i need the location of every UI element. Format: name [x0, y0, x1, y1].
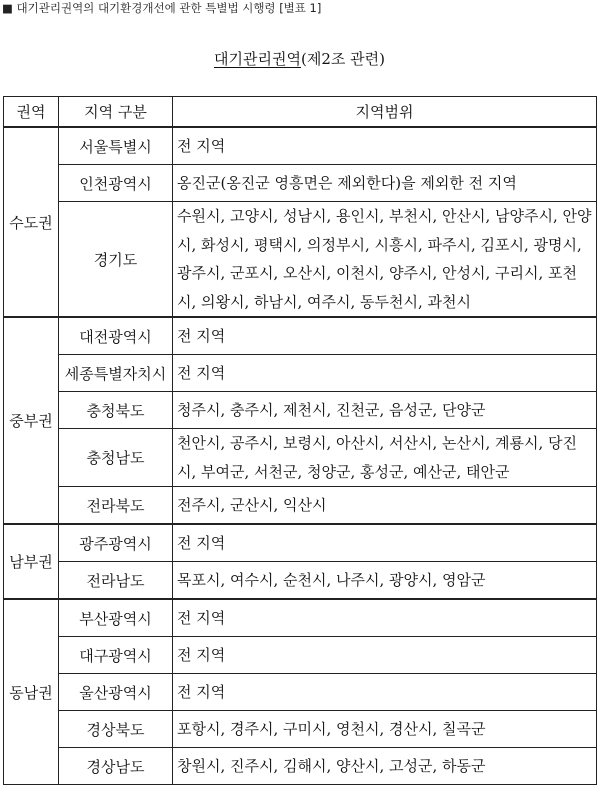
- area-cell: 전라남도: [59, 562, 173, 600]
- scope-cell: 청주시, 충주시, 제천시, 진천군, 음성군, 단양군: [173, 392, 597, 429]
- table-row: [4, 487, 597, 525]
- scope-cell: 전 지역: [173, 355, 597, 392]
- area-cell: 경기도: [59, 202, 173, 318]
- column-header: 지역 구분: [59, 97, 173, 128]
- area-cell: 충청북도: [59, 392, 173, 429]
- area-cell: 부산광역시: [59, 599, 173, 637]
- scope-cell: 목포시, 여수시, 순천시, 나주시, 광양시, 영암군: [173, 562, 597, 600]
- scope-cell: 전주시, 군산시, 익산시: [173, 487, 597, 525]
- table-row: [4, 637, 597, 674]
- table-row: [4, 317, 597, 355]
- table-row: [4, 524, 597, 562]
- scope-cell: 천안시, 공주시, 보령시, 아산시, 서산시, 논산시, 계룡시, 당진시, 부여군, 서천군, 청양군, 홍성군, 예산군, 태안군: [173, 429, 597, 487]
- area-cell: 충청남도: [59, 429, 173, 487]
- scope-cell: 전 지역: [173, 599, 597, 637]
- area-cell: 대구광역시: [59, 637, 173, 674]
- table-row: [4, 355, 597, 392]
- air-quality-zones-table: [3, 96, 597, 785]
- region-cell: 동남권: [4, 599, 59, 785]
- table-row: [4, 748, 597, 785]
- scope-cell: 전 지역: [173, 127, 597, 165]
- area-cell: 광주광역시: [59, 524, 173, 562]
- area-cell: 경상남도: [59, 748, 173, 785]
- area-cell: 전라북도: [59, 487, 173, 525]
- area-cell: 경상북도: [59, 711, 173, 748]
- table-body: [4, 127, 597, 785]
- area-cell: 울산광역시: [59, 674, 173, 711]
- table-header-row: [4, 97, 597, 128]
- table-row: [4, 165, 597, 202]
- area-cell: 서울특별시: [59, 127, 173, 165]
- scope-cell: 창원시, 진주시, 김해시, 양산시, 고성군, 하동군: [173, 748, 597, 785]
- table-row: [4, 711, 597, 748]
- document-header-note: ■ 대기관리권역의 대기환경개선에 관한 특별법 시행령 [별표 1]: [2, 1, 322, 15]
- scope-cell: 수원시, 고양시, 성남시, 용인시, 부천시, 안산시, 남양주시, 안양시, 화성시, 평택시, 의정부시, 시흥시, 파주시, 김포시, 광명시, 광주시, 군포시, 오산시, 이천시, 양주시, 안성시, 구리시, 포천시, 의왕시, 하남시, 여주시, 동두천시, 과천시: [173, 202, 597, 318]
- table-row: [4, 599, 597, 637]
- table-row: [4, 127, 597, 165]
- column-header: 지역범위: [173, 97, 597, 128]
- region-cell: 중부권: [4, 317, 59, 524]
- table-row: [4, 429, 597, 487]
- area-cell: 대전광역시: [59, 317, 173, 355]
- scope-cell: 전 지역: [173, 524, 597, 562]
- area-cell: 세종특별자치시: [59, 355, 173, 392]
- table-row: [4, 674, 597, 711]
- region-cell: 수도권: [4, 127, 59, 317]
- column-header: 권역: [4, 97, 59, 128]
- region-cell: 남부권: [4, 524, 59, 599]
- scope-cell: 옹진군(옹진군 영흥면은 제외한다)을 제외한 전 지역: [173, 165, 597, 202]
- table-row: [4, 392, 597, 429]
- scope-cell: 포항시, 경주시, 구미시, 영천시, 경산시, 칠곡군: [173, 711, 597, 748]
- table-row: [4, 562, 597, 600]
- page-title: [0, 48, 599, 69]
- scope-cell: 전 지역: [173, 674, 597, 711]
- scope-cell: 전 지역: [173, 317, 597, 355]
- title-main: 대기관리권역: [214, 50, 301, 68]
- title-suffix: (제2조 관련): [300, 50, 385, 68]
- table-row: [4, 202, 597, 318]
- scope-cell: 전 지역: [173, 637, 597, 674]
- area-cell: 인천광역시: [59, 165, 173, 202]
